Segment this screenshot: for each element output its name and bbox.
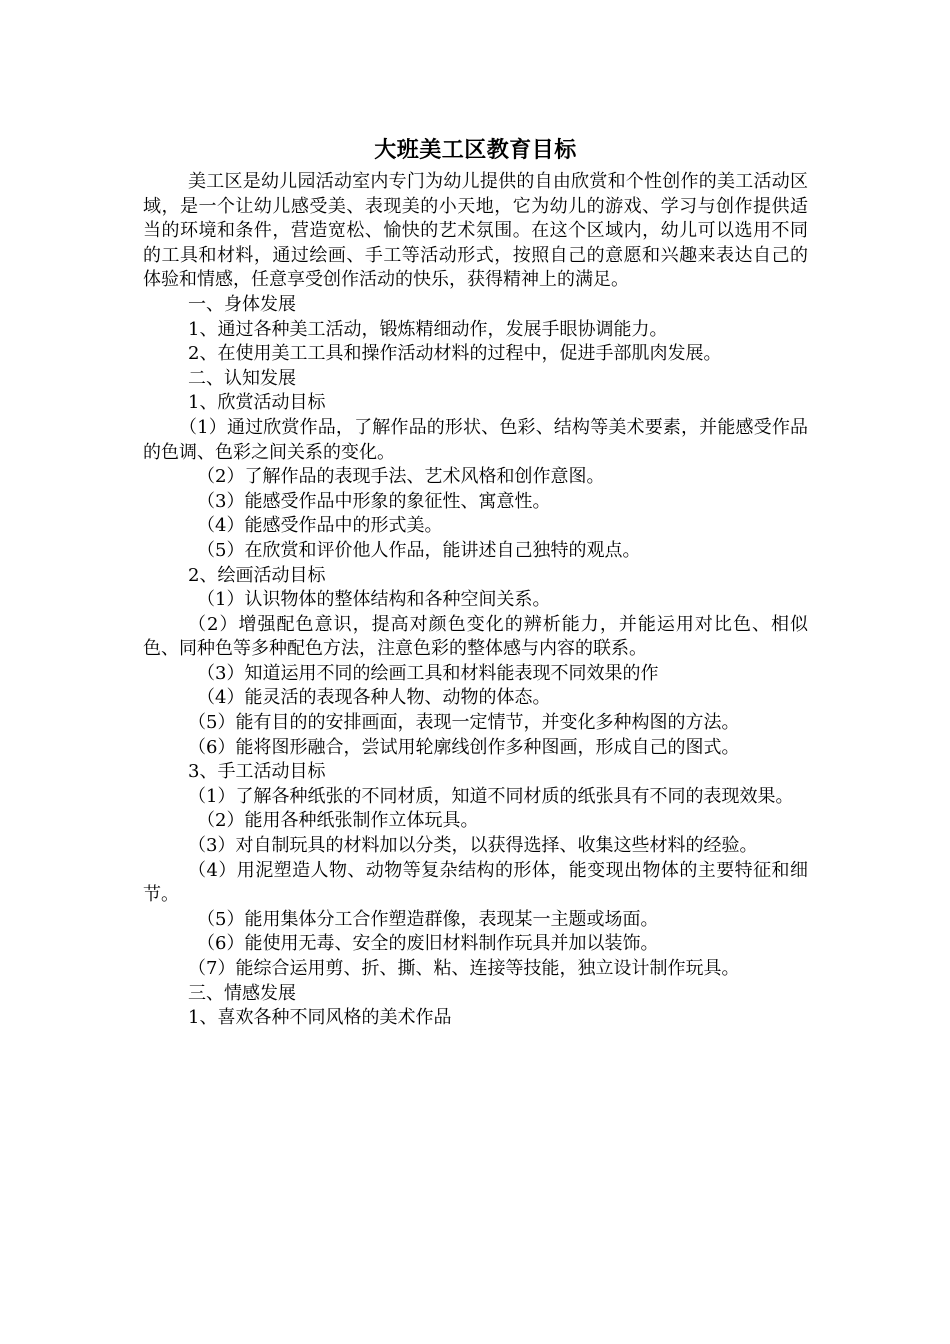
subsection-heading-appreciation: 1、欣赏活动目标: [188, 392, 326, 414]
list-item: （4）能灵活的表现各种人物、动物的体态。: [197, 687, 551, 709]
section-heading-cognitive: 二、认知发展: [188, 367, 296, 389]
subsection-heading-painting: 2、绘画活动目标: [188, 564, 326, 586]
list-item: （3）对自制玩具的材料加以分类，以获得选择、收集这些材料的经验。: [188, 835, 758, 857]
list-item: （3）能感受作品中形象的象征性、寓意性。: [197, 490, 551, 512]
list-item: （5）能有目的的安排画面，表现一定情节，并变化多种构图的方法。: [188, 712, 740, 734]
list-item: 2、在使用美工工具和操作活动材料的过程中，促进手部肌肉发展。: [188, 343, 722, 365]
document-page: [143, 130, 808, 1031]
list-item: （2）了解作品的表现手法、艺术风格和创作意图。: [197, 466, 605, 488]
list-item: （1）了解各种纸张的不同材质，知道不同材质的纸张具有不同的表现效果。: [188, 785, 794, 807]
list-item: （1）认识物体的整体结构和各种空间关系。: [197, 589, 551, 611]
list-item: （6）能将图形融合，尝试用轮廓线创作多种图画，形成自己的图式。: [188, 736, 740, 758]
document-title: 大班美工区教育目标: [374, 137, 577, 163]
list-item: （3）知道运用不同的绘画工具和材料能表现不同效果的作: [197, 662, 659, 684]
list-item: 1、喜欢各种不同风格的美术作品: [188, 1007, 452, 1029]
list-item: 1、通过各种美工活动，锻炼精细动作，发展手眼协调能力。: [188, 318, 668, 340]
section-heading-emotional: 三、情感发展: [188, 982, 296, 1004]
list-item: （6）能使用无毒、安全的废旧材料制作玩具并加以装饰。: [197, 933, 659, 955]
intro-paragraph: 美工区是幼儿园活动室内专门为幼儿提供的自由欣赏和个性创作的美工活动区域，是一个让幼儿感受美、表现美的小天地，它为幼儿的游戏、学习与创作提供适当的环境和条件，营造宽松、愉快的艺术氛围。在这个区域内，幼儿可以选用不同的工具和材料，通过绘画、手工等活动形式，按照自己的意愿和兴趣来表达自己的体验和情感，任意享受创作活动的快乐，获得精神上的满足。: [143, 171, 808, 291]
list-item: （4）用泥塑造人物、动物等复杂结构的形体，能变现出物体的主要特征和细节。: [143, 859, 808, 906]
list-item: （2）能用各种纸张制作立体玩具。: [197, 810, 479, 832]
section-heading-physical: 一、身体发展: [188, 293, 296, 315]
list-item: （5）能用集体分工合作塑造群像，表现某一主题或场面。: [197, 908, 659, 930]
list-item: （4）能感受作品中的形式美。: [197, 515, 443, 537]
list-item: （1）通过欣赏作品，了解作品的形状、色彩、结构等美术要素，并能感受作品的色调、色彩之间关系的变化。: [143, 416, 808, 463]
list-item: （2）增强配色意识，提高对颜色变化的辨析能力，并能运用对比色、相似色、同种色等多种配色方法，注意色彩的整体感与内容的联系。: [143, 613, 808, 660]
list-item: （5）在欣赏和评价他人作品，能讲述自己独特的观点。: [197, 539, 641, 561]
subsection-heading-handcraft: 3、手工活动目标: [188, 761, 326, 783]
list-item: （7）能综合运用剪、折、撕、粘、连接等技能，独立设计制作玩具。: [188, 958, 740, 979]
